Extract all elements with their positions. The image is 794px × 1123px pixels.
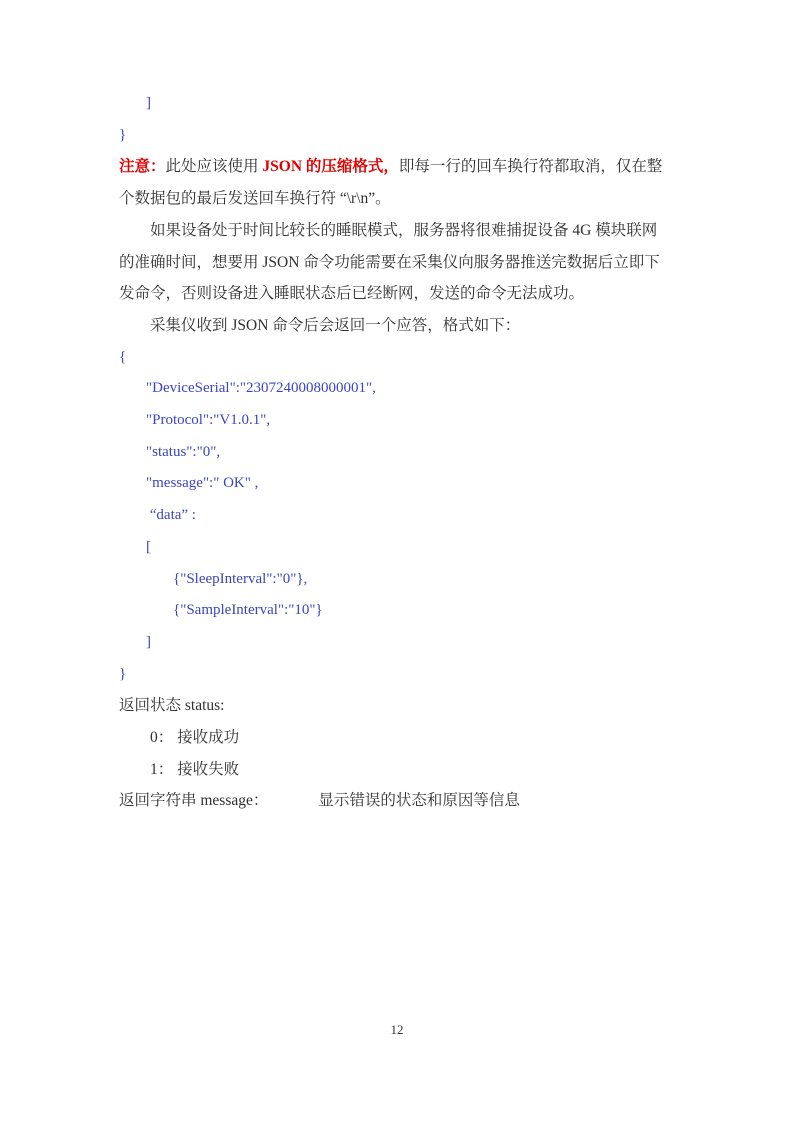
code-line: } bbox=[119, 665, 127, 682]
notice-highlight: JSON 的压缩格式， bbox=[262, 158, 399, 176]
notice-text: 此处应该使用 bbox=[165, 158, 263, 176]
paragraph-line: 发命令，否则设备进入睡眠状态后已经断网，发送的命令无法成功。 bbox=[119, 285, 585, 303]
paragraph-line: 如果设备处于时间比较长的睡眠模式，服务器将很难捕捉设备 4G 模块联网 bbox=[150, 221, 658, 239]
notice-label: 注意： bbox=[119, 158, 166, 176]
code-line: “data” : bbox=[146, 507, 196, 524]
notice-text: 即每一行的回车换行符都取消，仅在整 bbox=[398, 158, 663, 176]
paragraph-reply-intro: 采集仪收到 JSON 命令后会返回一个应答，格式如下： bbox=[150, 316, 521, 334]
code-line: "Protocol":"V1.0.1", bbox=[146, 412, 271, 429]
paragraph-line: 的准确时间，想要用 JSON 命令功能需要在采集仪向服务器推送完数据后立即下 bbox=[119, 253, 660, 271]
message-label: 返回字符串 message： bbox=[119, 792, 269, 810]
code-line: [ bbox=[146, 538, 151, 555]
code-line: "DeviceSerial":"2307240008000001", bbox=[146, 380, 376, 397]
status-item: 0： 接收成功 bbox=[150, 729, 240, 747]
notice-paragraph-line-1 bbox=[119, 151, 681, 183]
code-line: "message":" OK" , bbox=[146, 475, 259, 492]
code-line: ] bbox=[146, 633, 151, 650]
document-body bbox=[119, 88, 681, 817]
code-line: ] bbox=[146, 95, 151, 111]
code-line: {"SampleInterval":"10"} bbox=[173, 602, 323, 619]
code-line: "status":"0", bbox=[146, 443, 221, 460]
message-description: 显示错误的状态和原因等信息 bbox=[318, 792, 520, 810]
code-line: } bbox=[119, 126, 127, 143]
status-item: 1： 接收失败 bbox=[150, 760, 240, 778]
code-line: { bbox=[119, 348, 127, 365]
page-number: 12 bbox=[390, 1022, 404, 1037]
notice-paragraph-line-2: 个数据包的最后发送回车换行符 “\r\n”。 bbox=[119, 190, 391, 208]
code-line: {"SleepInterval":"0"}, bbox=[173, 570, 308, 587]
message-line bbox=[119, 785, 681, 817]
status-title: 返回状态 status: bbox=[119, 697, 225, 715]
